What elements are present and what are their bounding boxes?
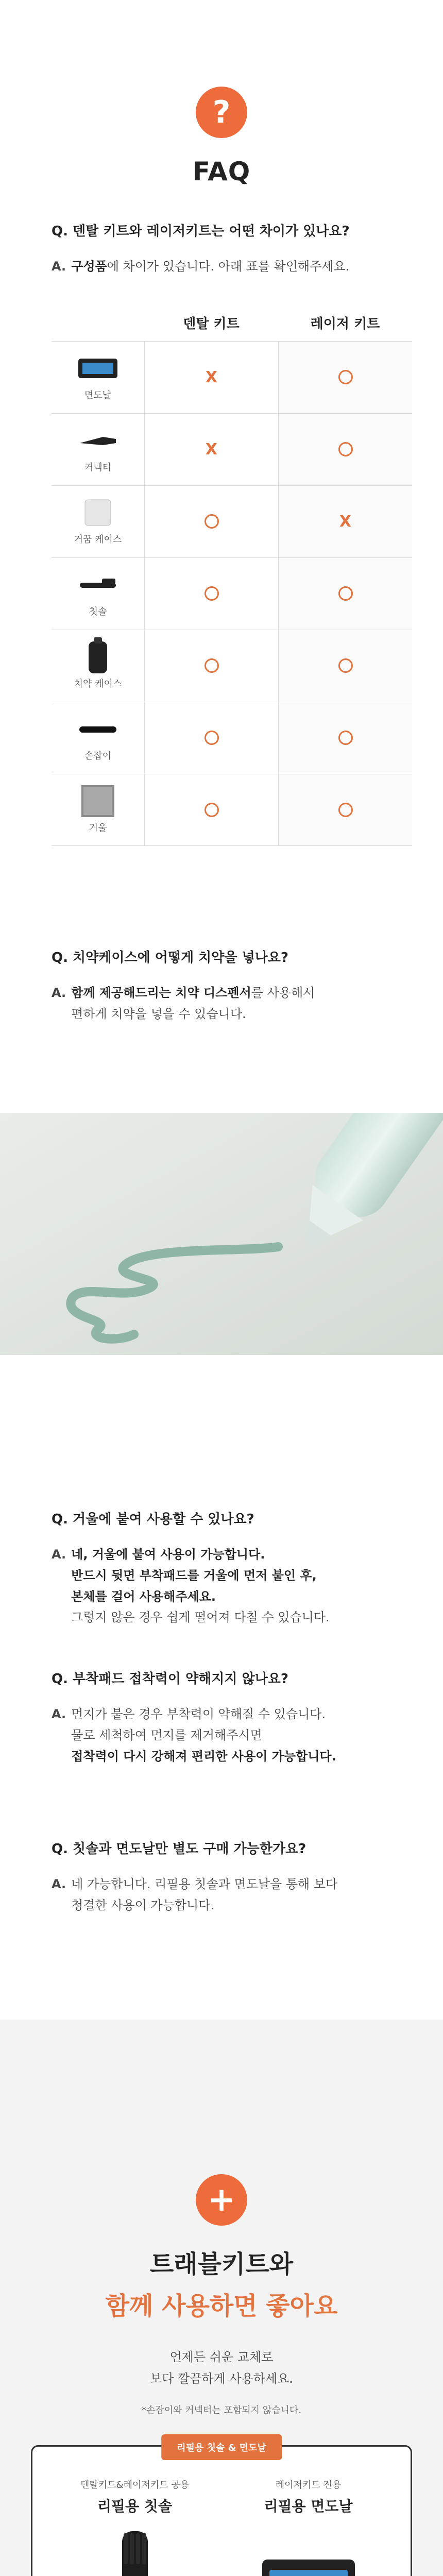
circle-mark-icon	[338, 586, 353, 601]
circle-mark-icon	[205, 731, 219, 745]
table-cell-laser	[278, 630, 412, 702]
refill-description-line2: 보다 깔끔하게 사용하세요.	[150, 2371, 293, 2386]
table-cell-laser	[278, 558, 412, 630]
table-cell-laser	[278, 774, 412, 845]
table-row	[52, 341, 412, 413]
razor-blade-icon	[231, 2526, 386, 2576]
comparison-table	[52, 305, 412, 846]
table-cell-dental	[144, 414, 278, 485]
table-row-item	[52, 714, 144, 762]
answer-5-text	[71, 1874, 337, 1916]
table-row-label: 손잡이	[84, 751, 112, 762]
answer-3	[52, 1544, 391, 1628]
circle-mark-icon	[338, 658, 353, 673]
answer-3-line2: 반드시 뒷면 부착패드를 거울에 먼저 붙인 후,	[71, 1568, 317, 1583]
toothbrush-icon	[52, 569, 144, 600]
question-2: Q. 치약케이스에 어떻게 치약을 넣나요?	[52, 950, 289, 965]
dispenser-photo	[0, 1113, 443, 1355]
refill-item-blade	[231, 2478, 386, 2576]
table-row-item	[52, 353, 144, 401]
table-row	[52, 485, 412, 557]
table-row-item	[52, 497, 144, 546]
table-cell-dental	[144, 630, 278, 702]
refill-card	[31, 2445, 412, 2576]
answer-1-bold: 구성품	[71, 259, 107, 274]
circle-mark-icon	[205, 658, 219, 673]
answer-3-text	[71, 1544, 330, 1628]
faq-item-3	[0, 1355, 443, 1669]
faq-title: FAQ	[192, 157, 251, 187]
table-row-label: 커넥터	[84, 462, 112, 473]
answer-2-bold: 함께 제공해드리는 치약 디스펜서	[71, 986, 251, 1000]
question-1: Q. 덴탈 키트와 레이저키트는 어떤 차이가 있나요?	[52, 224, 350, 239]
answer-4-text	[71, 1704, 336, 1767]
answer-5-line2: 청결한 사용이 가능합니다.	[71, 1897, 215, 1912]
answer-1-text	[71, 256, 349, 277]
table-row-label: 면도날	[84, 390, 112, 401]
faq-item-1	[0, 222, 443, 948]
table-cell-laser	[278, 342, 412, 413]
toothpaste-case-icon	[52, 641, 144, 672]
answer-label: A.	[52, 986, 66, 1000]
circle-mark-icon	[205, 803, 219, 817]
answer-label: A.	[52, 259, 66, 274]
answer-2-rest: 를 사용해서	[251, 986, 315, 1000]
answer-3-line3: 본체를 걸어 사용해주세요.	[71, 1589, 216, 1604]
refill-item-sub: 덴탈키트&레이저키트 공용	[80, 2480, 190, 2490]
answer-label: A.	[52, 1547, 66, 1562]
refill-note: *손잡이와 커넥터는 포함되지 않습니다.	[141, 2405, 302, 2416]
table-row-label: 치약 케이스	[74, 679, 122, 690]
table-row-label: 거꿈 케이스	[74, 534, 122, 546]
circle-mark-icon	[338, 370, 353, 384]
handle-icon	[52, 714, 144, 744]
refill-item-toothbrush	[58, 2478, 212, 2576]
table-row-item	[52, 786, 144, 834]
answer-label: A.	[52, 1707, 66, 1721]
dispenser-photo-illustration	[0, 1113, 443, 1355]
circle-mark-icon	[338, 731, 353, 745]
table-header-dental: 덴탈 키트	[183, 316, 240, 332]
answer-4	[52, 1704, 391, 1767]
plus-icon: +	[196, 2174, 247, 2226]
razor-blade-image	[257, 2549, 360, 2576]
table-body	[52, 341, 412, 846]
circle-mark-icon	[205, 586, 219, 601]
connector-icon	[52, 425, 144, 456]
refill-title-line2: 함께 사용하면 좋아요	[105, 2292, 338, 2320]
answer-1	[52, 256, 391, 277]
answer-2-text	[71, 982, 315, 1025]
refill-item-sub: 레이저키트 전용	[275, 2480, 342, 2490]
toothbrush-head-image	[104, 2526, 166, 2576]
table-cell-dental	[144, 558, 278, 630]
table-row	[52, 557, 412, 630]
table-row-item	[52, 569, 144, 618]
refill-card-tag: 리필용 칫솔 & 면도날	[161, 2434, 282, 2460]
circle-mark-icon	[338, 442, 353, 456]
circle-mark-icon	[338, 803, 353, 817]
table-header	[52, 305, 412, 341]
table-cell-laser	[278, 414, 412, 485]
blade-icon	[52, 353, 144, 384]
x-mark-icon: X	[339, 512, 352, 531]
faq-header	[0, 0, 443, 222]
x-mark-icon: X	[205, 440, 218, 459]
refill-description	[0, 2346, 443, 2389]
toothbrush-head-icon	[58, 2526, 212, 2576]
table-row	[52, 774, 412, 846]
answer-1-rest: 에 차이가 있습니다. 아래 표를 확인해주세요.	[107, 259, 350, 274]
table-cell-dental	[144, 702, 278, 774]
answer-5-line1: 네 가능합니다. 리필용 칫솔과 면도날을 통해 보다	[71, 1877, 338, 1891]
case-icon	[52, 497, 144, 528]
answer-label: A.	[52, 1877, 66, 1891]
faq-item-4	[0, 1669, 443, 1839]
answer-2-line2: 편하게 치약을 넣을 수 있습니다.	[71, 1006, 246, 1021]
refill-card-items	[48, 2478, 395, 2576]
refill-item-name: 리필용 면도날	[264, 2498, 353, 2515]
refill-description-line1: 언제든 쉬운 교체로	[169, 2350, 274, 2364]
refill-title-line1: 트래블키트와	[149, 2250, 294, 2279]
refill-section	[0, 2020, 443, 2576]
question-4: Q. 부착패드 접착력이 약해지지 않나요?	[52, 1671, 289, 1687]
table-row-label: 거울	[89, 822, 107, 834]
table-cell-dental	[144, 342, 278, 413]
table-row-item	[52, 641, 144, 690]
question-5: Q. 칫솔과 면도날만 별도 구매 가능한가요?	[52, 1841, 306, 1857]
answer-4-line1: 먼지가 붙은 경우 부착력이 약해질 수 있습니다.	[71, 1707, 326, 1721]
question-mark-icon: ?	[196, 87, 247, 138]
table-header-laser: 레이저 키트	[310, 316, 380, 332]
faq-item-2	[0, 948, 443, 1113]
answer-3-line1: 네, 거울에 붙여 사용이 가능합니다.	[71, 1547, 265, 1562]
answer-4-line2: 물로 세척하여 먼지를 제거해주시면	[71, 1727, 262, 1742]
mirror-icon	[52, 786, 144, 817]
table-row-item	[52, 425, 144, 473]
table-row-label: 칫솔	[89, 606, 107, 618]
answer-5	[52, 1874, 391, 1916]
answer-2	[52, 982, 391, 1025]
table-row	[52, 630, 412, 702]
question-3: Q. 거울에 붙여 사용할 수 있나요?	[52, 1512, 254, 1527]
table-cell-dental	[144, 774, 278, 845]
refill-item-name: 리필용 칫솔	[97, 2498, 172, 2515]
x-mark-icon: X	[205, 368, 218, 386]
table-row	[52, 413, 412, 485]
table-cell-laser	[278, 486, 412, 557]
answer-3-line4: 그렇지 않은 경우 쉽게 떨어져 다칠 수 있습니다.	[71, 1610, 330, 1625]
answer-4-line3: 접착력이 다시 강해져 편리한 사용이 가능합니다.	[71, 1749, 336, 1764]
faq-item-5	[0, 1839, 443, 2020]
table-cell-laser	[278, 702, 412, 774]
table-cell-dental	[144, 486, 278, 557]
circle-mark-icon	[205, 514, 219, 529]
table-row	[52, 702, 412, 774]
